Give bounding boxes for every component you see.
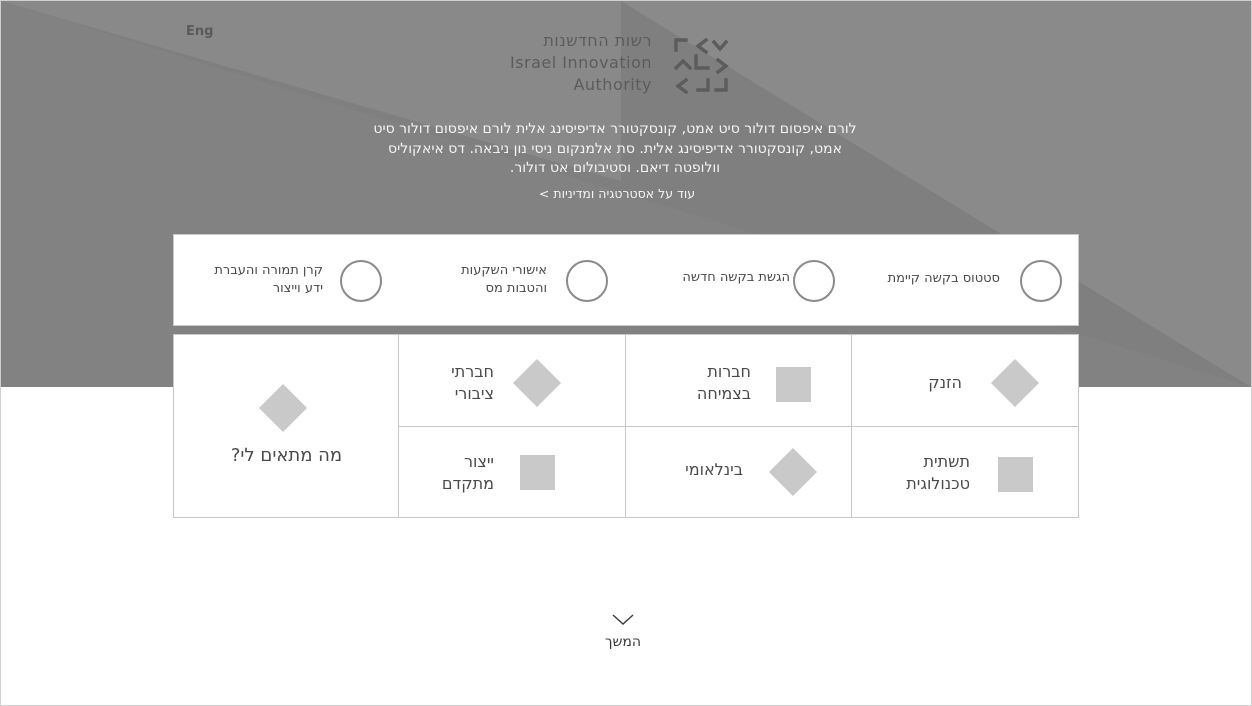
logo-mark-icon xyxy=(674,38,730,94)
service-new-request[interactable] xyxy=(628,235,852,325)
diamond-icon xyxy=(259,384,307,432)
category-label: חברות בצמיחה xyxy=(696,362,751,403)
service-circle-icon xyxy=(566,260,608,302)
continue-label: המשך xyxy=(604,634,642,650)
what-fits-me-card[interactable] xyxy=(174,335,399,517)
category-tech-infrastructure[interactable] xyxy=(852,427,1078,517)
category-international[interactable] xyxy=(626,427,852,517)
diamond-icon xyxy=(769,448,817,496)
service-label: אישורי השקעות והטבות מס xyxy=(461,263,547,296)
logo[interactable] xyxy=(508,30,738,96)
square-icon xyxy=(776,367,811,402)
logo-line-english-2: Authority xyxy=(573,75,652,94)
square-icon xyxy=(520,455,555,490)
intro-line: אמט, קונסקטורר אדיפיסינג אלית. סת אלמנקום ניסי נון ניבאה. דס איאקוליס xyxy=(388,140,842,157)
diamond-icon xyxy=(991,359,1039,407)
category-grid xyxy=(173,334,1079,518)
intro-line: וולופטה דיאם. וסטיבולום אט דולור. xyxy=(509,160,721,176)
service-label: הגשת בקשה חדשה xyxy=(682,270,790,285)
square-icon xyxy=(998,457,1033,492)
intro-text xyxy=(330,120,900,179)
logo-line-hebrew: רשות החדשנות xyxy=(543,31,652,50)
logo-text xyxy=(510,30,652,96)
service-circle-icon xyxy=(340,260,382,302)
logo-line-english-1: Israel Innovation xyxy=(509,53,652,72)
language-switch-link[interactable]: Eng xyxy=(186,24,214,39)
category-advanced-manufacturing[interactable] xyxy=(399,427,626,517)
service-label: סטטוס בקשה קיימת xyxy=(887,271,1000,286)
service-circle-icon xyxy=(1020,260,1062,302)
intro-line: לורם איפסום דולור סיט אמט, קונסקטורר אדיפיסינג אלית לורם איפסום דולור סיט xyxy=(373,121,857,137)
category-startup[interactable] xyxy=(852,335,1078,427)
strategy-more-link[interactable]: עוד על אסטרטגיה ומדיניות > xyxy=(538,186,696,201)
service-label: קרן תמורה והעברת ידע וייצור xyxy=(214,263,323,296)
service-investment-approvals[interactable] xyxy=(401,235,625,325)
category-label: הזנק xyxy=(928,373,962,392)
continue-button[interactable] xyxy=(590,612,656,650)
service-circle-icon xyxy=(793,260,835,302)
quick-services-bar xyxy=(173,234,1079,326)
category-label: בינלאומי xyxy=(685,460,743,479)
service-royalties-fund[interactable] xyxy=(174,235,398,325)
what-fits-me-title: מה מתאים לי? xyxy=(230,445,343,466)
category-social[interactable] xyxy=(399,335,626,427)
category-label: תשתית טכנולוגית xyxy=(906,452,970,493)
service-request-status[interactable] xyxy=(854,235,1078,325)
category-label: ייצור מתקדם xyxy=(441,452,494,493)
diamond-icon xyxy=(513,359,561,407)
category-label: חברתי ציבורי xyxy=(451,362,494,403)
chevron-down-icon xyxy=(612,613,634,627)
category-growth[interactable] xyxy=(626,335,852,427)
